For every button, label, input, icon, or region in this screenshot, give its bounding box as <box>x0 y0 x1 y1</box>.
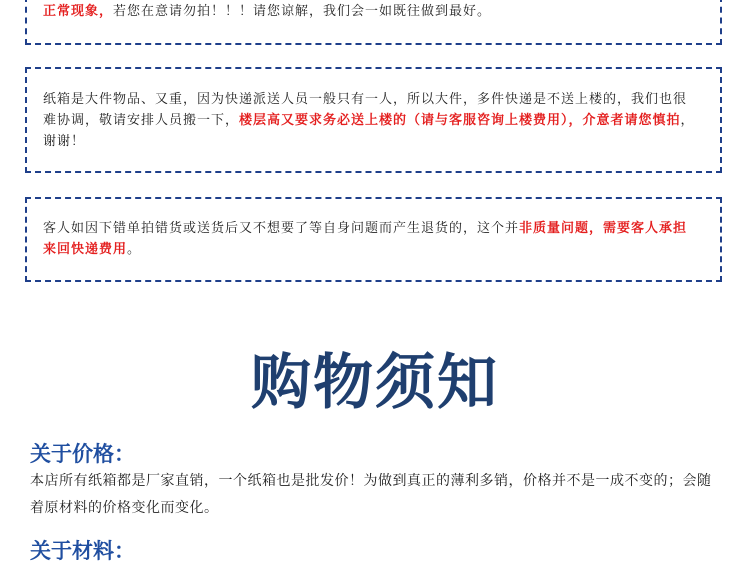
notice-3-text <box>43 218 698 260</box>
notice-2-red: 楼层高又要求务必送上楼的（请与客服咨询上楼费用），介意者请您慎拍 <box>239 113 681 128</box>
notice-box-1 <box>25 0 722 45</box>
notice-box-2 <box>25 67 722 173</box>
notice-1-red: 正常现象， <box>43 4 114 19</box>
notice-3-red: 非质量问题，需要客人承担来回快递费用 <box>43 221 688 257</box>
notice-box-3 <box>25 197 722 282</box>
section-title: 购物须知 <box>251 348 499 418</box>
material-heading: 关于材料： <box>30 539 135 563</box>
price-text: 本店所有纸箱都是厂家直销，一个纸箱也是批发价！为做到真正的薄利多销，价格并不是一成不变的；会随着原材料的价格变化而变化。 <box>30 473 712 516</box>
notice-1-text <box>43 1 704 22</box>
notice-3-tail: 。 <box>127 242 142 257</box>
notice-2-body: 纸箱是大件物品、又重，因为快递派送人员一般只有一人，所以大件，多件快递是不送上楼的，我们也很难协调，敬请安排人员搬一下， <box>43 92 688 128</box>
notice-2-tail: ，谢谢！ <box>43 113 695 149</box>
notice-2-text <box>43 89 698 152</box>
notice-3-body: 客人如因下错单拍错货或送货后又不想要了等自身问题而产生退货的，这个并 <box>43 221 520 236</box>
price-heading: 关于价格： <box>30 442 135 466</box>
notice-1-body: 若您在意请勿拍！！！请您谅解，我们会一如既往做到最好。 <box>113 4 492 19</box>
